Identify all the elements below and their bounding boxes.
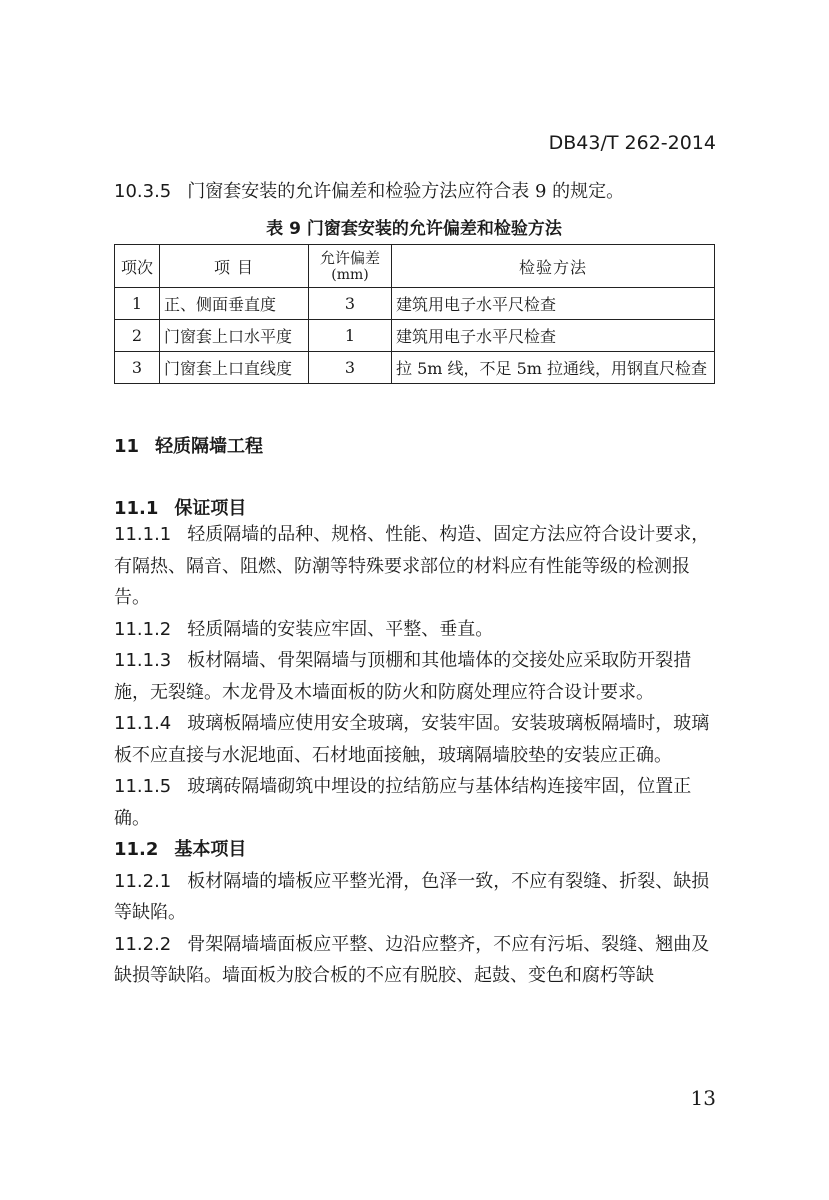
clause-10-3-5 — [114, 180, 719, 204]
clause-11-1-2 — [114, 614, 719, 646]
clause-11-1-4 — [114, 708, 719, 771]
header-tolerance — [309, 245, 392, 288]
table-row — [115, 288, 715, 320]
clause-text: 轻质隔墙的安装应牢固、平整、垂直。 — [187, 618, 494, 640]
section-heading-11 — [114, 432, 263, 458]
row-tolerance: 3 — [309, 352, 392, 384]
clause-number: 11.2.1 — [114, 870, 172, 892]
clause-11-2-1 — [114, 866, 719, 929]
header-item: 项 目 — [160, 245, 309, 288]
header-no: 项次 — [115, 245, 160, 288]
table-header-row — [115, 245, 715, 288]
document-id: DB43/T 262-2014 — [548, 132, 716, 154]
row-method: 建筑用电子水平尺检查 — [392, 288, 715, 320]
row-item: 门窗套上口直线度 — [160, 352, 309, 384]
header-tolerance-label: 允许偏差 — [319, 248, 380, 267]
clause-text: 板材隔墙、骨架隔墙与顶棚和其他墙体的交接处应采取防开裂措施，无裂缝。木龙骨及木墙面板的防火和防腐处理应符合设计要求。 — [114, 650, 692, 703]
section-number: 11.2 — [114, 839, 159, 860]
section-title: 保证项目 — [174, 498, 247, 519]
section-number: 11.1 — [114, 498, 159, 519]
row-method: 拉 5m 线，不足 5m 拉通线，用钢直尺检查 — [392, 352, 715, 384]
table-title: 表 9 门窗套安装的允许偏差和检验方法 — [266, 219, 562, 239]
section-heading-11-2 — [114, 834, 719, 866]
section-title: 基本项目 — [174, 839, 247, 860]
section-title: 轻质隔墙工程 — [155, 436, 264, 457]
tolerance-table — [114, 244, 715, 384]
clause-11-1-1 — [114, 519, 719, 614]
clause-text: 骨架隔墙墙面板应平整、边沿应整齐，不应有污垢、裂缝、翘曲及缺损等缺陷。墙面板为胶合板的不应有脱胶、起鼓、变色和腐朽等缺 — [114, 933, 710, 986]
page-number: 13 — [690, 1086, 716, 1110]
row-item: 门窗套上口水平度 — [160, 320, 309, 352]
row-item: 正、侧面垂直度 — [160, 288, 309, 320]
clause-text: 板材隔墙的墙板应平整光滑，色泽一致，不应有裂缝、折裂、缺损等缺陷。 — [114, 870, 710, 923]
row-no: 2 — [115, 320, 160, 352]
section-number: 11 — [114, 436, 140, 457]
clause-number: 11.1.5 — [114, 776, 172, 797]
clause-11-2-2 — [114, 929, 719, 992]
clause-text: 轻质隔墙的品种、规格、性能、构造、固定方法应符合设计要求，有隔热、隔音、阻燃、防潮等特殊要求部位的材料应有性能等级的检测报告。 — [114, 524, 710, 608]
clause-number: 11.2.2 — [114, 933, 172, 955]
clause-number: 11.1.3 — [114, 650, 172, 671]
clause-11-1-5 — [114, 771, 719, 834]
clause-number: 10.3.5 — [114, 181, 172, 202]
clause-number: 11.1.2 — [114, 618, 172, 640]
clause-text: 玻璃板隔墙应使用安全玻璃，安装牢固。安装玻璃板隔墙时，玻璃板不应直接与水泥地面、石材地面接触，玻璃隔墙胶垫的安装应正确。 — [114, 713, 710, 766]
row-no: 1 — [115, 288, 160, 320]
clause-number: 11.1.1 — [114, 524, 172, 545]
row-tolerance: 1 — [309, 320, 392, 352]
body-text — [114, 519, 719, 992]
table-row — [115, 320, 715, 352]
header-method: 检验方法 — [392, 245, 715, 288]
clause-number: 11.1.4 — [114, 713, 172, 734]
section-heading-11-1 — [114, 494, 246, 520]
clause-text: 玻璃砖隔墙砌筑中埋设的拉结筋应与基体结构连接牢固，位置正确。 — [114, 776, 692, 829]
clause-11-1-3 — [114, 645, 719, 708]
row-method: 建筑用电子水平尺检查 — [392, 320, 715, 352]
header-unit: (mm) — [331, 266, 369, 283]
clause-text: 门窗套安装的允许偏差和检验方法应符合表 9 的规定。 — [187, 181, 625, 202]
row-tolerance: 3 — [309, 288, 392, 320]
table-row — [115, 352, 715, 384]
row-no: 3 — [115, 352, 160, 384]
